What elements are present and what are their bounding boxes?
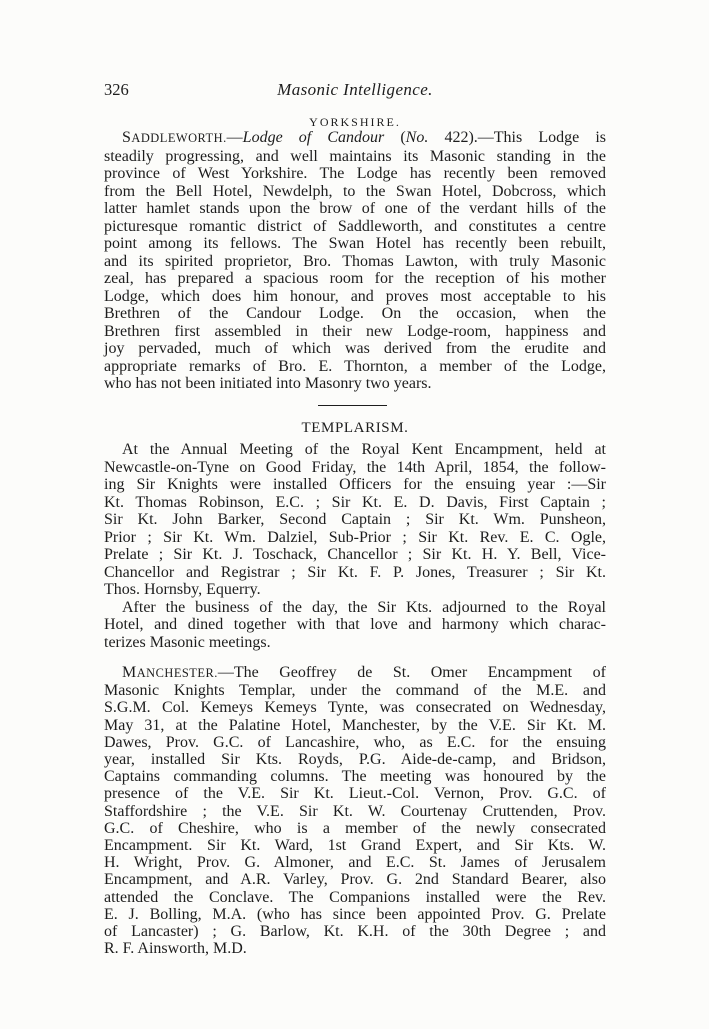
text-line: ing Sir Knights were installed Officers for the ensuing year :—Sir xyxy=(104,476,606,493)
section-heading-templarism: TEMPLARISM. xyxy=(301,420,409,436)
text-run-roman: — xyxy=(226,129,243,146)
text-line: S.G.M. Col. Kemeys Kemeys Tynte, was consecrated on Wednesday, xyxy=(104,699,606,717)
text-line: Prelate ; Sir Kt. J. Toschack, Chancellor ; Sir Kt. H. Y. Bell, Vice- xyxy=(104,546,606,563)
page-number: 326 xyxy=(104,80,129,99)
paragraph-saddleworth xyxy=(104,129,606,393)
text-line: At the Annual Meeting of the Royal Kent Encampment, held at xyxy=(122,441,606,458)
text-run-italic: No. xyxy=(405,129,429,146)
text-line: province of West Yorkshire. The Lodge has recently been removed xyxy=(104,165,606,182)
text-line: Sir Kt. John Barker, Second Captain ; Sir Kt. Wm. Punsheon, xyxy=(104,511,606,528)
text-line: latter hamlet stands upon the brow of one of the verdant hills of the xyxy=(104,200,606,217)
text-line: Hotel, and dined together with that love and harmony which charac- xyxy=(104,616,606,633)
text-line: from the Bell Hotel, Newdelph, to the Swan Hotel, Dobcross, which xyxy=(104,182,606,200)
text-run-roman: 422).—This Lodge is xyxy=(428,129,606,146)
text-line: Staffordshire ; the V.E. Sir Kt. W. Courtenay Cruttenden, Prov. xyxy=(104,802,606,820)
text-line: Chancellor and Registrar ; Sir Kt. F. P. Jones, Treasurer ; Sir Kt. xyxy=(104,563,606,581)
text-run-roman: ( xyxy=(384,129,406,146)
text-line: picturesque romantic district of Saddleworth, and constitutes a centre xyxy=(104,217,606,235)
text-line: attended the Conclave. The Companions installed were the Rev. xyxy=(104,888,606,906)
text-line: Prior ; Sir Kt. Wm. Dalziel, Sub-Prior ; Sir Kt. Rev. E. C. Ogle, xyxy=(104,528,606,546)
text-line: steadily progressing, and well maintains its Masonic standing in the xyxy=(104,147,606,165)
text-run-roman: —The Geoffrey de St. Omer Encampment of xyxy=(217,664,606,681)
text-line: Masonic Knights Templar, under the command of the M.E. and xyxy=(104,682,606,700)
text-run-small-caps: SADDLEWORTH. xyxy=(122,129,227,146)
text-line: H. Wright, Prov. G. Almoner, and E.C. St. James of Jerusalem xyxy=(104,854,606,872)
running-title: Masonic Intelligence. xyxy=(277,80,433,99)
text-line: Brethren of the Candour Lodge. On the occasion, when the xyxy=(104,305,606,322)
paragraph-manchester xyxy=(104,664,606,957)
text-line: joy pervaded, much of which was derived from the erudite and xyxy=(104,340,606,357)
text-line: Lodge, which does him honour, and proves most acceptable to his xyxy=(104,287,606,305)
text-line: year, installed Sir Kts. Royds, P.G. Aide-de-camp, and Bridson, xyxy=(104,751,606,769)
document-page xyxy=(104,0,606,1029)
text-line: terizes Masonic meetings. xyxy=(104,633,271,651)
running-head xyxy=(104,80,606,100)
text-line: Brethren first assembled in their new Lodge-room, happiness and xyxy=(104,322,606,340)
text-line: Encampment. Sir Kt. Ward, 1st Grand Expert, and Sir Kts. W. xyxy=(104,837,606,855)
text-line: E. J. Bolling, M.A. (who has since been appointed Prov. G. Prelate xyxy=(104,905,606,923)
paragraph-royal-hotel-dinner xyxy=(104,599,606,652)
text-line: After the business of the day, the Sir Kts. adjourned to the Royal xyxy=(122,598,606,616)
text-line xyxy=(104,664,606,682)
text-line: and its spirited proprietor, Bro. Thomas Lawton, with truly Masonic xyxy=(104,252,606,270)
text-run-italic: Lodge of Candour xyxy=(242,129,385,146)
text-line: Kt. Thomas Robinson, E.C. ; Sir Kt. E. D. Davis, First Captain ; xyxy=(104,493,606,511)
text-line xyxy=(104,129,606,148)
section-heading-yorkshire: YORKSHIRE. xyxy=(309,115,401,129)
text-line: Encampment, and A.R. Varley, Prov. G. 2nd Standard Bearer, also xyxy=(104,871,606,889)
text-line: appropriate remarks of Bro. E. Thornton, a member of the Lodge, xyxy=(104,357,606,375)
paragraph-royal-kent-encampment xyxy=(104,441,606,599)
text-line: point among its fellows. The Swan Hotel has recently been rebuilt, xyxy=(104,235,606,252)
text-line: of Lancaster) ; G. Barlow, Kt. K.H. of the 30th Degree ; and xyxy=(104,923,606,941)
text-run-small-caps: MANCHESTER. xyxy=(122,664,218,681)
text-line: Thos. Hornsby, Equerry. xyxy=(104,581,261,598)
text-line: zeal, has prepared a spacious room for the reception of his mother xyxy=(104,270,606,287)
text-line: Captains commanding columns. The meeting was honoured by the xyxy=(104,768,606,786)
text-line: presence of the V.E. Sir Kt. Lieut.-Col. Vernon, Prov. G.C. of xyxy=(104,785,606,803)
text-line: Dawes, Prov. G.C. of Lancashire, who, as E.C. for the ensuing xyxy=(104,733,606,751)
section-divider-rule xyxy=(318,405,387,406)
text-line: R. F. Ainsworth, M.D. xyxy=(104,940,247,958)
text-line: who has not been initiated into Masonry two years. xyxy=(104,375,432,392)
text-line: May 31, at the Palatine Hotel, Manchester, by the V.E. Sir Kt. M. xyxy=(104,716,606,734)
text-line: Newcastle-on-Tyne on Good Friday, the 14th April, 1854, the follow- xyxy=(104,458,606,476)
text-line: G.C. of Cheshire, who is a member of the newly consecrated xyxy=(104,819,606,837)
